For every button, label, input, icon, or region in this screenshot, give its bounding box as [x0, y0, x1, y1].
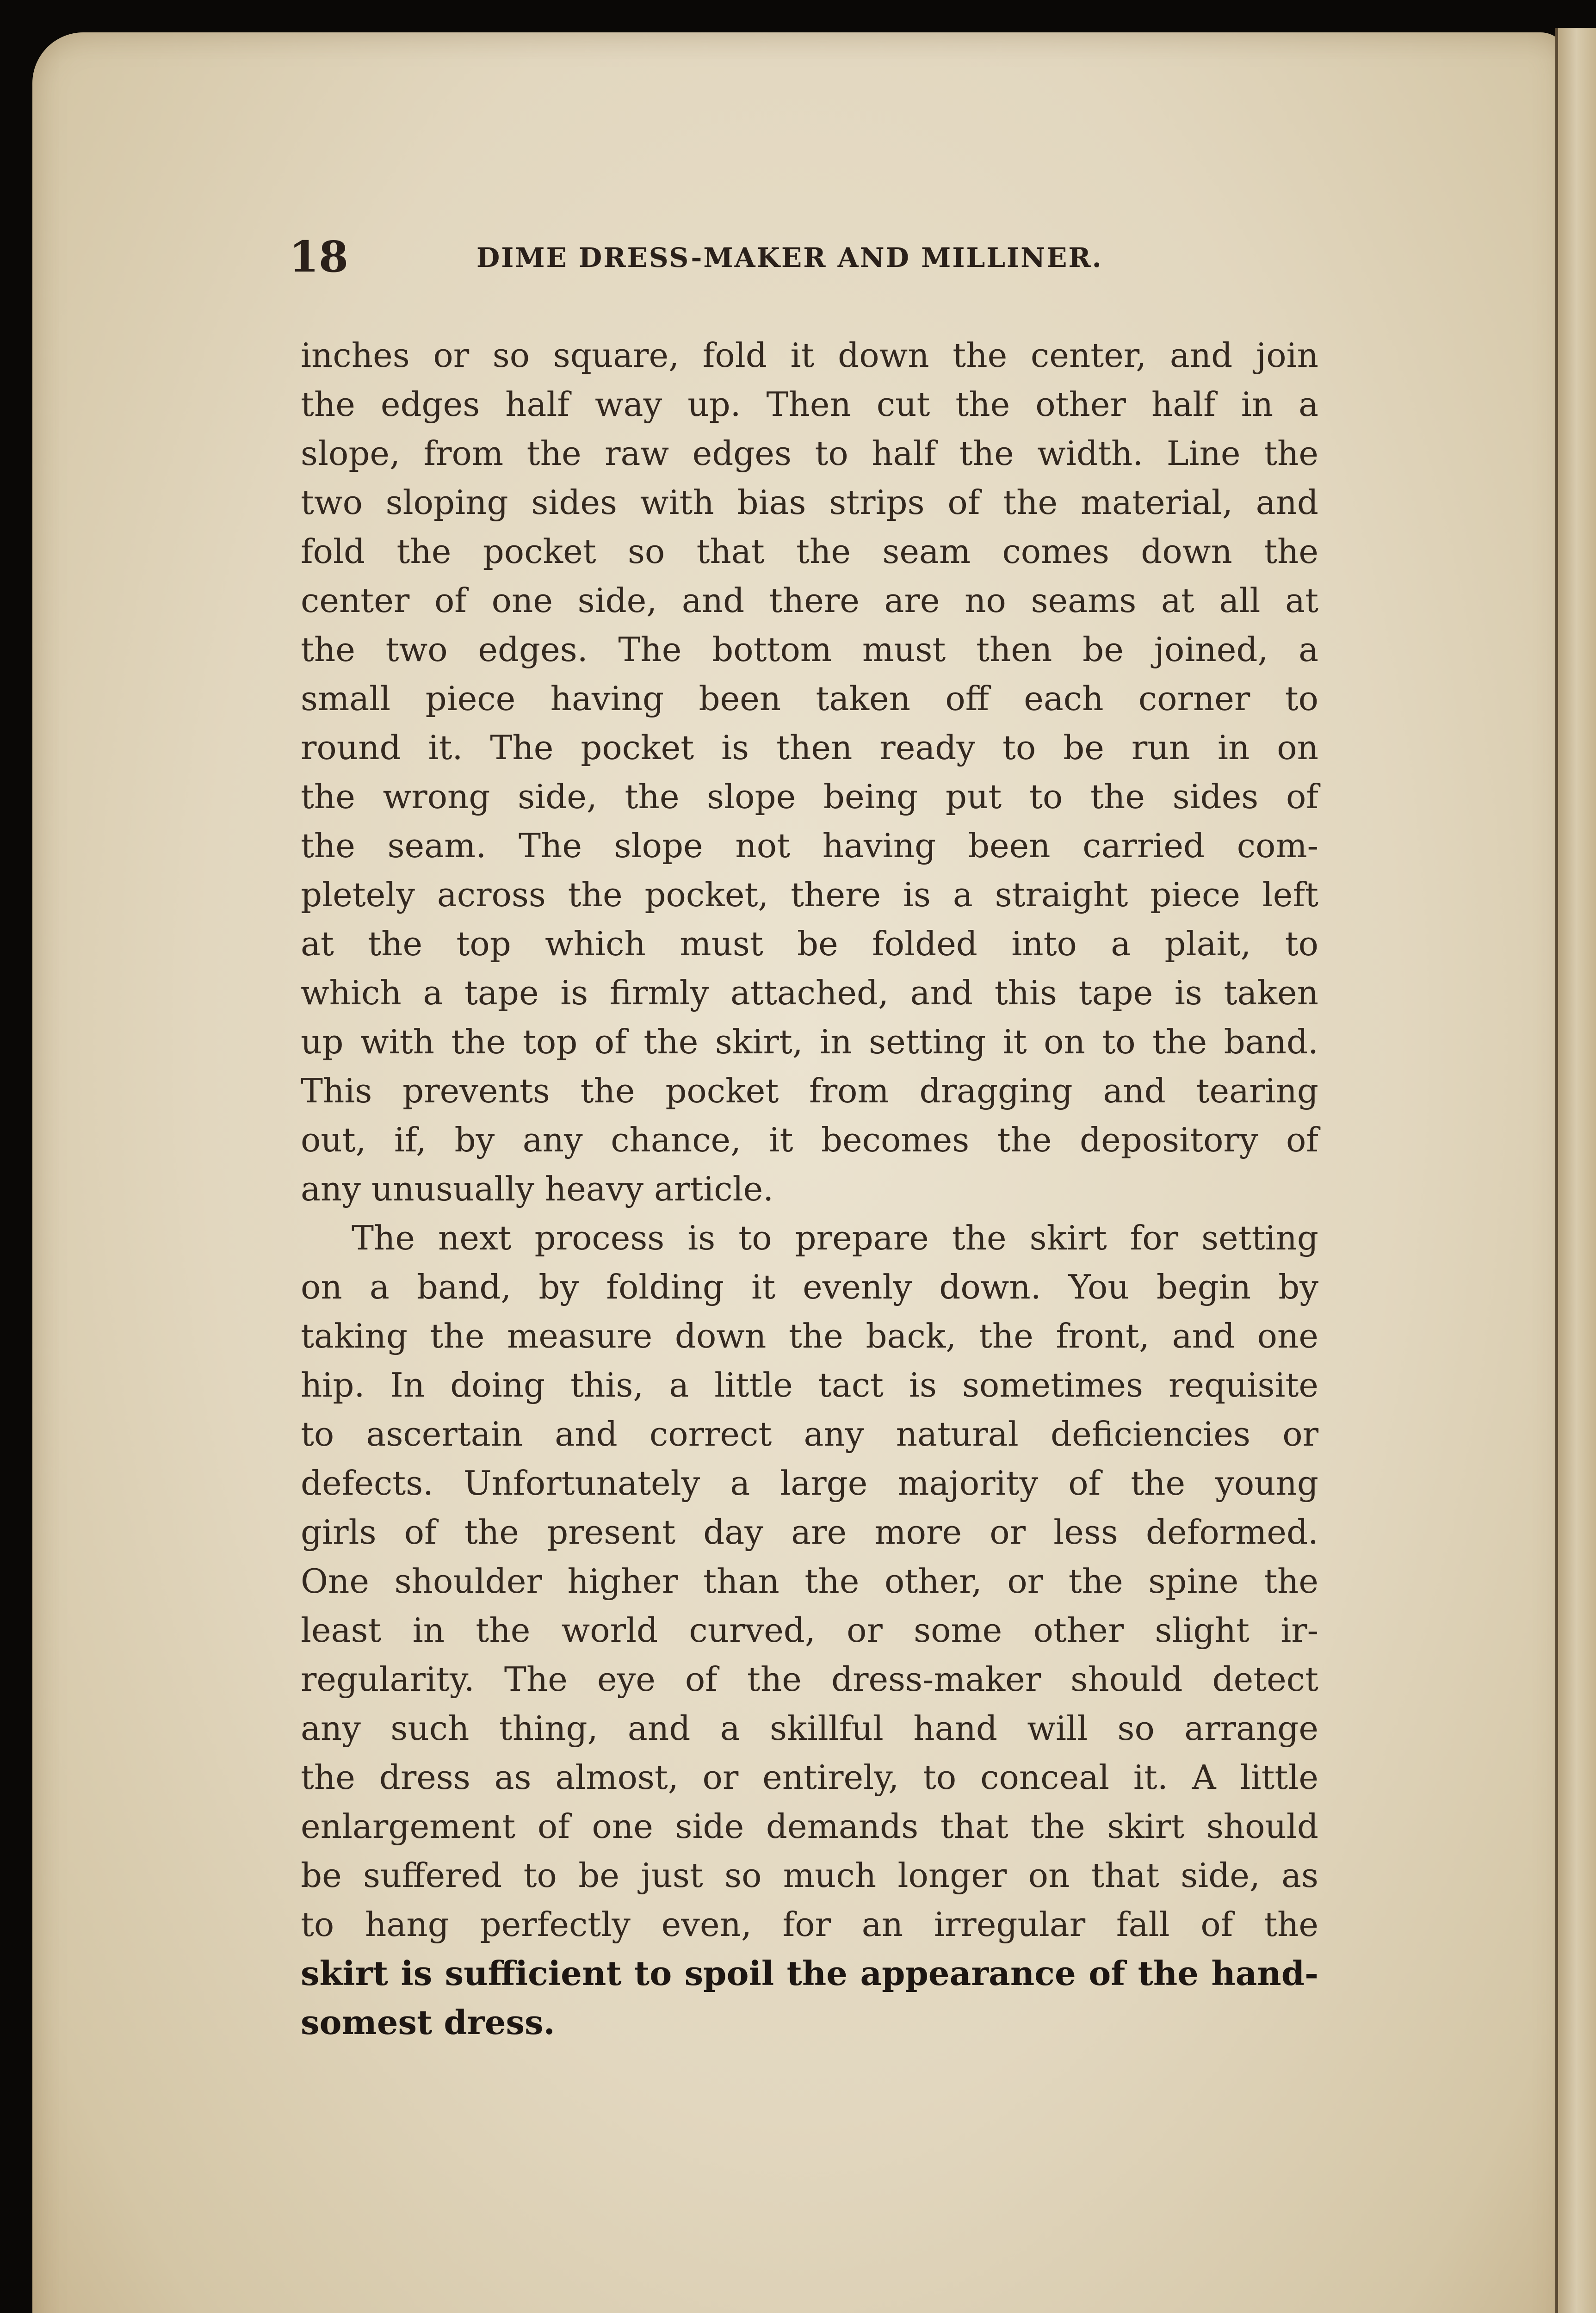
text-line: the seam. The slope not having been carried com- — [301, 826, 1318, 865]
text-line: the dress as almost, or entirely, to conceal it. A little — [301, 1758, 1318, 1797]
text-line: which a tape is firmly attached, and this tape is taken — [301, 973, 1318, 1012]
text-line: enlargement of one side demands that the skirt should — [301, 1807, 1318, 1846]
text-line: round it. The pocket is then ready to be run in on — [301, 728, 1318, 767]
text-line: the wrong side, the slope being put to the sides of — [301, 777, 1318, 816]
running-head-title: DIME DRESS-MAKER AND MILLINER. — [476, 242, 1103, 273]
running-head — [0, 227, 1596, 287]
text-line: at the top which must be folded into a plait, to — [301, 924, 1318, 963]
text-line: least in the world curved, or some other slight ir- — [301, 1611, 1318, 1650]
text-line: defects. Unfortunately a large majority of the young — [301, 1464, 1318, 1503]
text-line: taking the measure down the back, the front, and one — [301, 1317, 1318, 1355]
text-line: the two edges. The bottom must then be joined, a — [301, 630, 1318, 669]
text-line: skirt is sufficient to spoil the appearance of the hand- — [301, 1954, 1318, 1993]
text-line: to ascertain and correct any natural deficiencies or — [301, 1415, 1318, 1453]
text-line: center of one side, and there are no seams at all at — [301, 581, 1318, 620]
page-number: 18 — [289, 232, 349, 282]
text-line: slope, from the raw edges to half the width. Line the — [301, 434, 1318, 473]
text-line: The next process is to prepare the skirt for setting — [352, 1218, 1318, 1257]
text-line: out, if, by any chance, it becomes the depository of — [301, 1120, 1318, 1159]
paragraph-pocket — [301, 331, 1318, 1213]
text-line: girls of the present day are more or less deformed. — [301, 1513, 1318, 1552]
text-line: two sloping sides with bias strips of the material, and — [301, 483, 1318, 522]
text-line: This prevents the pocket from dragging and tearing — [301, 1071, 1318, 1110]
text-line: fold the pocket so that the seam comes down the — [301, 532, 1318, 571]
text-line: hip. In doing this, a little tact is sometimes requisite — [301, 1366, 1318, 1404]
text-line: One shoulder higher than the other, or the spine the — [301, 1562, 1318, 1601]
text-line: the edges half way up. Then cut the other half in a — [301, 385, 1318, 424]
text-line: inches or so square, fold it down the center, and join — [301, 336, 1318, 375]
paragraph-skirt-band — [301, 1213, 1318, 2047]
text-line: any such thing, and a skillful hand will so arrange — [301, 1709, 1318, 1748]
text-line: on a band, by folding it evenly down. You begin by — [301, 1268, 1318, 1306]
text-line: to hang perfectly even, for an irregular fall of the — [301, 1905, 1318, 1944]
text-line: pletely across the pocket, there is a straight piece left — [301, 875, 1318, 914]
body-text — [301, 331, 1318, 2047]
text-line: up with the top of the skirt, in setting it on to the band. — [301, 1022, 1318, 1061]
text-line: regularity. The eye of the dress-maker should detect — [301, 1660, 1318, 1699]
text-line: small piece having been taken off each corner to — [301, 679, 1318, 718]
text-line: somest dress. — [301, 2003, 555, 2042]
facing-page-edge — [1555, 28, 1596, 2313]
text-line: be suffered to be just so much longer on that side, as — [301, 1856, 1318, 1895]
text-line: any unusually heavy article. — [301, 1169, 774, 1208]
